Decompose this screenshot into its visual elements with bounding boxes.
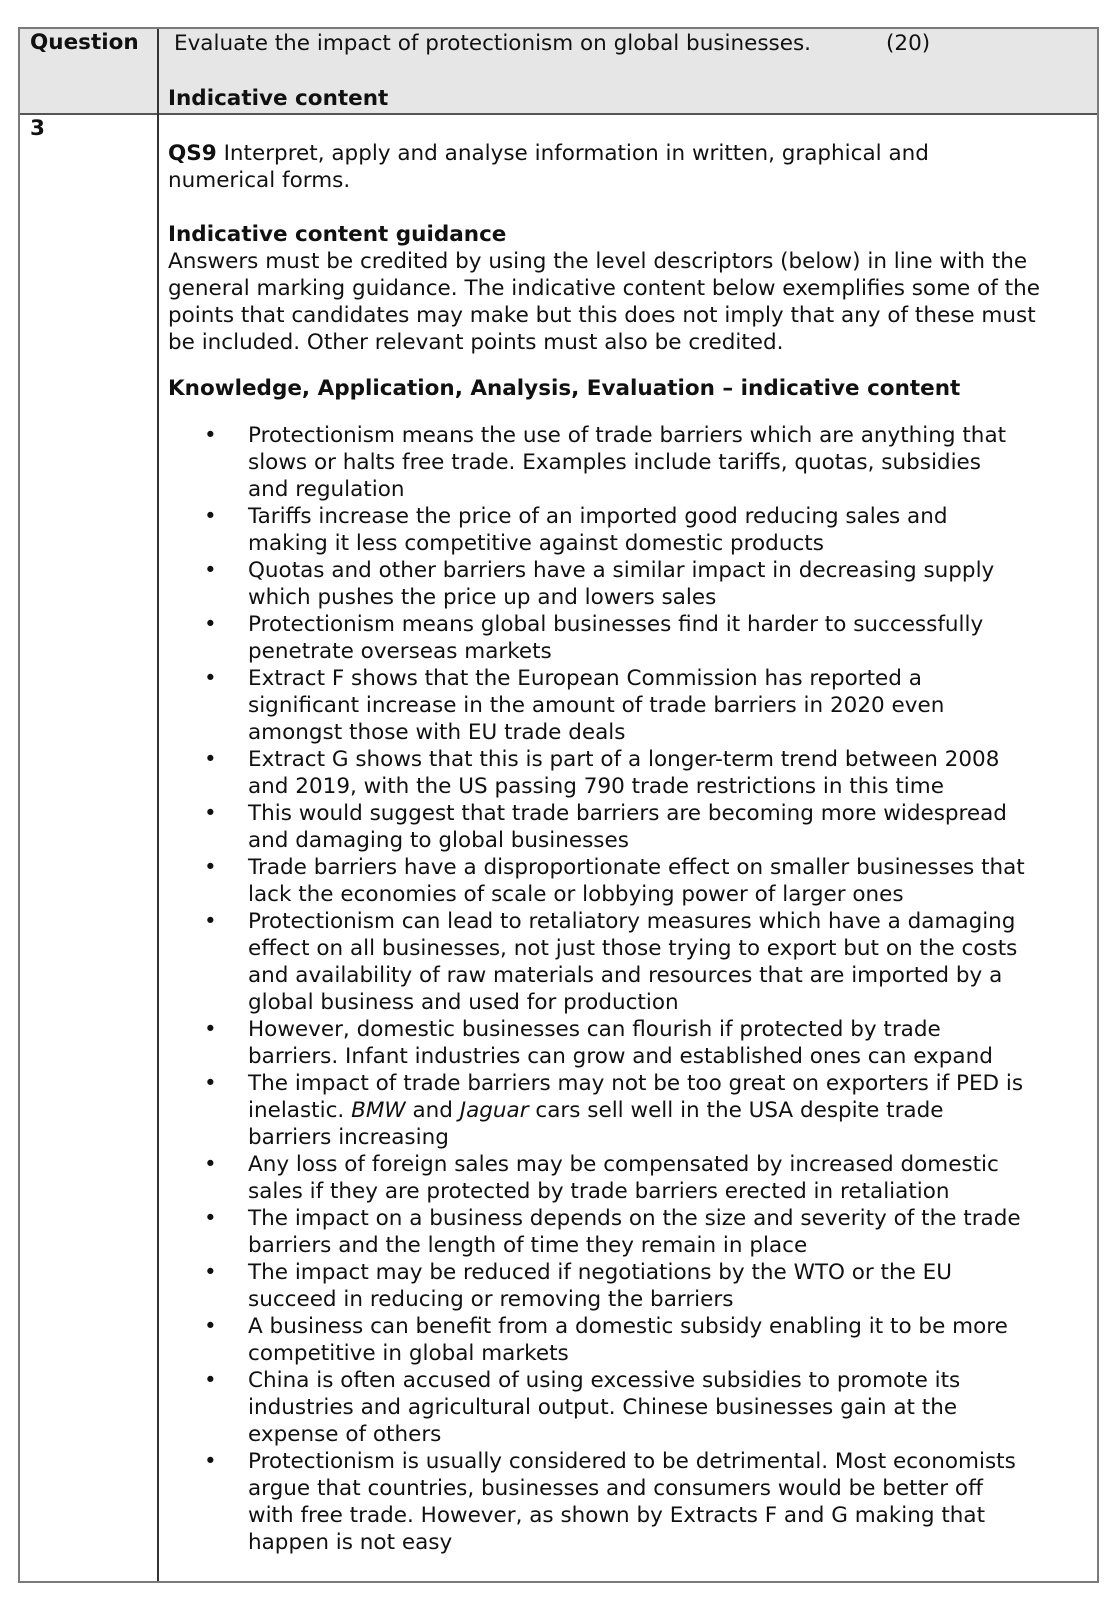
bullet-item — [168, 557, 1025, 611]
bullet-line: Protectionism means global businesses find it harder to successfully — [248, 612, 984, 637]
bullet-item — [168, 1016, 1025, 1070]
bullet-line: succeed in reducing or removing the barriers — [248, 1287, 734, 1312]
bullet-item — [168, 422, 1025, 503]
bullet-line: expense of others — [248, 1422, 442, 1447]
guidance-line: general marking guidance. The indicative content below exemplifies some of the — [168, 276, 1040, 301]
bullet-line: lack the economies of scale or lobbying power of larger ones — [248, 882, 904, 907]
bullet-icon: • — [204, 1071, 217, 1096]
bullet-icon: • — [204, 1314, 217, 1339]
bullet-icon: • — [204, 1368, 217, 1393]
bullet-line: sales if they are protected by trade barriers erected in retaliation — [248, 1179, 950, 1204]
bullet-line: and 2019, with the US passing 790 trade restrictions in this time — [248, 774, 944, 799]
bullet-item — [168, 1313, 1025, 1367]
italic-brand-name: BMW — [351, 1098, 406, 1123]
indicative-bullet-list — [168, 422, 1025, 1556]
bullet-item — [168, 1070, 1025, 1151]
guidance-line: points that candidates may make but this does not imply that any of these must — [168, 303, 1036, 328]
bullet-item — [168, 1205, 1025, 1259]
bullet-line: Quotas and other barriers have a similar impact in decreasing supply — [248, 558, 995, 583]
italic-brand-name: Jaguar — [459, 1098, 529, 1123]
column-divider — [157, 29, 159, 1581]
qs-statement — [168, 140, 929, 194]
bullet-icon: • — [204, 504, 217, 529]
bullet-item — [168, 800, 1025, 854]
bullet-icon: • — [204, 1017, 217, 1042]
bullet-line: Tariffs increase the price of an imported good reducing sales and — [248, 504, 948, 529]
bullet-line: The impact on a business depends on the size and severity of the trade — [248, 1206, 1021, 1231]
bullet-line: and damaging to global businesses — [248, 828, 629, 853]
indicative-content-heading: Indicative content — [168, 86, 389, 111]
question-text: Evaluate the impact of protectionism on global businesses. — [174, 31, 812, 56]
bullet-line: competitive in global markets — [248, 1341, 569, 1366]
bullet-line: Any loss of foreign sales may be compensated by increased domestic — [248, 1152, 999, 1177]
bullet-line: barriers. Infant industries can grow and established ones can expand — [248, 1044, 993, 1069]
bullet-icon: • — [204, 423, 217, 448]
bullet-line: penetrate overseas markets — [248, 639, 552, 664]
mark-scheme-table — [18, 27, 1099, 1583]
bullet-item — [168, 746, 1025, 800]
bullet-icon: • — [204, 747, 217, 772]
bullet-line: effect on all businesses, not just those trying to export but on the costs — [248, 936, 1018, 961]
bullet-line: and regulation — [248, 477, 405, 502]
bullet-line: Extract G shows that this is part of a longer-term trend between 2008 — [248, 747, 1000, 772]
question-marks: (20) — [886, 31, 931, 56]
bullet-icon: • — [204, 666, 217, 691]
bullet-line: significant increase in the amount of trade barriers in 2020 even — [248, 693, 945, 718]
bullet-icon: • — [204, 801, 217, 826]
bullet-line: inelastic. BMW and Jaguar cars sell well in the USA despite trade — [248, 1098, 944, 1123]
guidance-heading: Indicative content guidance — [168, 222, 507, 247]
bullet-line: argue that countries, businesses and consumers would be better off — [248, 1476, 983, 1501]
bullet-icon: • — [204, 909, 217, 934]
bullet-line: slows or halts free trade. Examples include tariffs, quotas, subsidies — [248, 450, 981, 475]
qs-code: QS9 — [168, 141, 217, 166]
bullet-line: and availability of raw materials and resources that are imported by a — [248, 963, 1003, 988]
bullet-line: Protectionism means the use of trade barriers which are anything that — [248, 423, 1007, 448]
bullet-item — [168, 854, 1025, 908]
question-number: 3 — [30, 116, 45, 141]
bullet-line: This would suggest that trade barriers are becoming more widespread — [248, 801, 1007, 826]
bullet-icon: • — [204, 1449, 217, 1474]
bullet-icon: • — [204, 1260, 217, 1285]
guidance-line: be included. Other relevant points must also be credited. — [168, 330, 784, 355]
question-column-label: Question — [30, 30, 139, 55]
bullet-line: Protectionism is usually considered to be detrimental. Most economists — [248, 1449, 1016, 1474]
bullet-item — [168, 503, 1025, 557]
bullet-line: China is often accused of using excessive subsidies to promote its — [248, 1368, 961, 1393]
bullet-item — [168, 1448, 1025, 1556]
bullet-item — [168, 1151, 1025, 1205]
bullet-line: with free trade. However, as shown by Extracts F and G making that — [248, 1503, 986, 1528]
bullet-item — [168, 908, 1025, 1016]
bullet-line: industries and agricultural output. Chinese businesses gain at the — [248, 1395, 958, 1420]
bullet-icon: • — [204, 855, 217, 880]
bullet-item — [168, 611, 1025, 665]
bullet-line: A business can benefit from a domestic subsidy enabling it to be more — [248, 1314, 1008, 1339]
bullet-line: Extract F shows that the European Commission has reported a — [248, 666, 922, 691]
qs-line: QS9 Interpret, apply and analyse information in written, graphical and — [168, 141, 929, 166]
qs-line: numerical forms. — [168, 168, 351, 193]
guidance-line: Answers must be credited by using the level descriptors (below) in line with the — [168, 249, 1028, 274]
bullet-line: global business and used for production — [248, 990, 679, 1015]
guidance-section — [168, 221, 1040, 356]
bullet-icon: • — [204, 612, 217, 637]
kaae-section — [168, 375, 960, 402]
bullet-line: The impact of trade barriers may not be too great on exporters if PED is — [248, 1071, 1024, 1096]
bullet-line: However, domestic businesses can flourish if protected by trade — [248, 1017, 941, 1042]
bullet-item — [168, 665, 1025, 746]
bullet-line: barriers increasing — [248, 1125, 449, 1150]
bullet-icon: • — [204, 1206, 217, 1231]
kaae-heading: Knowledge, Application, Analysis, Evaluation – indicative content — [168, 376, 961, 401]
bullet-line: Protectionism can lead to retaliatory measures which have a damaging — [248, 909, 1016, 934]
bullet-line: Trade barriers have a disproportionate effect on smaller businesses that — [248, 855, 1025, 880]
bullet-line: The impact may be reduced if negotiations by the WTO or the EU — [248, 1260, 952, 1285]
bullet-line: making it less competitive against domestic products — [248, 531, 824, 556]
bullet-line: barriers and the length of time they remain in place — [248, 1233, 808, 1258]
bullet-line: happen is not easy — [248, 1530, 453, 1555]
bullet-item — [168, 1259, 1025, 1313]
bullet-icon: • — [204, 558, 217, 583]
bullet-line: amongst those with EU trade deals — [248, 720, 626, 745]
bullet-item — [168, 1367, 1025, 1448]
bullet-line: which pushes the price up and lowers sales — [248, 585, 717, 610]
bullet-icon: • — [204, 1152, 217, 1177]
